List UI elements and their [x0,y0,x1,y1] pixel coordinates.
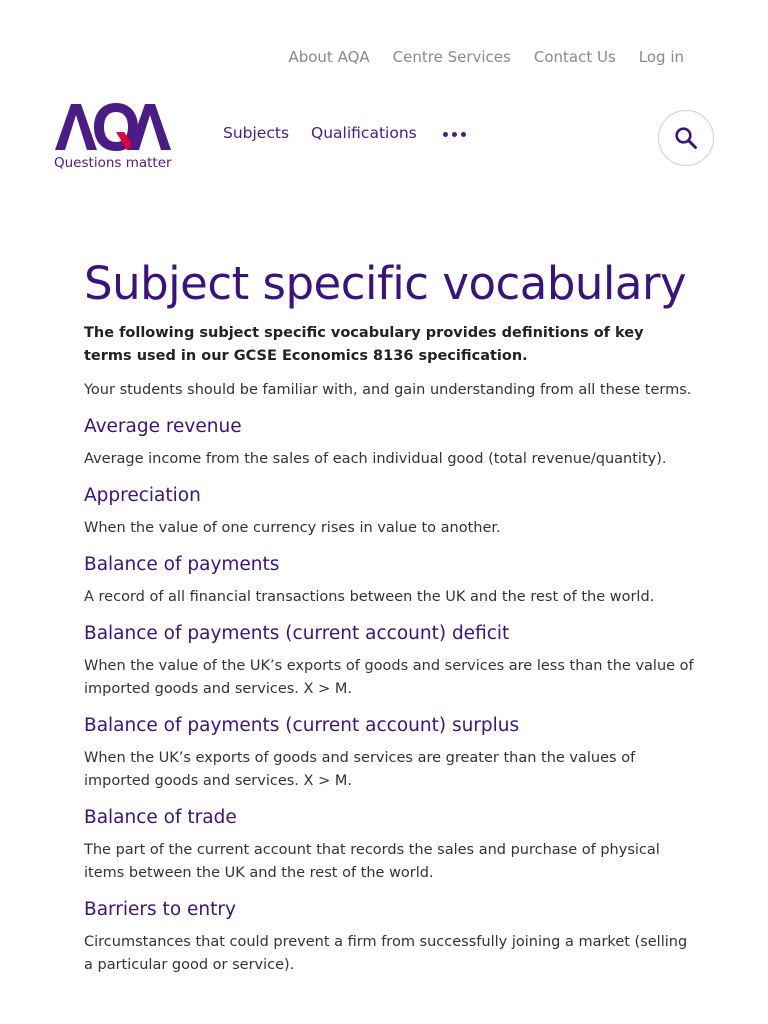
aqa-logo-mark [54,102,172,152]
term-definition: A record of all financial transactions between the UK and the rest of the world. [84,589,655,605]
term-definition: The part of the current account that records the sales and purchase of physical items between the UK and the rest of the world. [84,842,660,881]
term-definition: When the UK’s exports of goods and services are greater than the values of imported goods and services. X > M. [84,750,636,789]
nav-qualifications[interactable]: Qualifications [311,124,417,142]
term-heading: Barriers to entry [84,899,236,920]
term-definition: When the value of one currency rises in value to another. [84,520,501,536]
nav-centre-services[interactable]: Centre Services [392,48,511,66]
term-heading: Appreciation [84,485,201,506]
term-definition: When the value of the UK’s exports of goods and services are less than the value of imported goods and services. X > M. [84,658,694,697]
term-definition: Circumstances that could prevent a firm from successfully joining a market (selling a particular good or service). [84,934,688,973]
term-barriers-to-entry [84,898,694,977]
nav-contact-us[interactable]: Contact Us [533,48,616,66]
term-current-account-deficit [84,622,694,701]
term-current-account-surplus [84,714,694,793]
term-heading: Balance of payments (current account) surplus [84,715,520,736]
search-button[interactable] [658,110,714,166]
nav-log-in[interactable]: Log in [638,48,684,66]
main-nav [223,124,466,142]
search-icon [674,126,698,150]
main-content [84,254,694,990]
term-appreciation [84,484,694,540]
utility-nav [288,48,684,66]
intro-text: Your students should be familiar with, and gain understanding from all these terms. [84,382,692,398]
term-heading: Average revenue [84,416,242,437]
page-title: Subject specific vocabulary [84,257,687,310]
nav-about-aqa[interactable]: About AQA [288,48,370,66]
term-balance-of-payments [84,553,694,609]
logo-tagline: Questions matter [54,155,172,171]
aqa-logo[interactable] [54,102,184,174]
term-definition: Average income from the sales of each individual good (total revenue/quantity). [84,451,667,467]
intro-bold: The following subject specific vocabulary provides definitions of key terms used in our GCSE Economics 8136 specification. [84,325,644,364]
ellipsis-icon[interactable] [443,132,466,137]
term-balance-of-trade [84,806,694,885]
term-heading: Balance of payments (current account) deficit [84,623,510,644]
nav-subjects[interactable]: Subjects [223,124,290,142]
term-heading: Balance of payments [84,554,280,575]
term-heading: Balance of trade [84,807,237,828]
term-average-revenue [84,415,694,471]
